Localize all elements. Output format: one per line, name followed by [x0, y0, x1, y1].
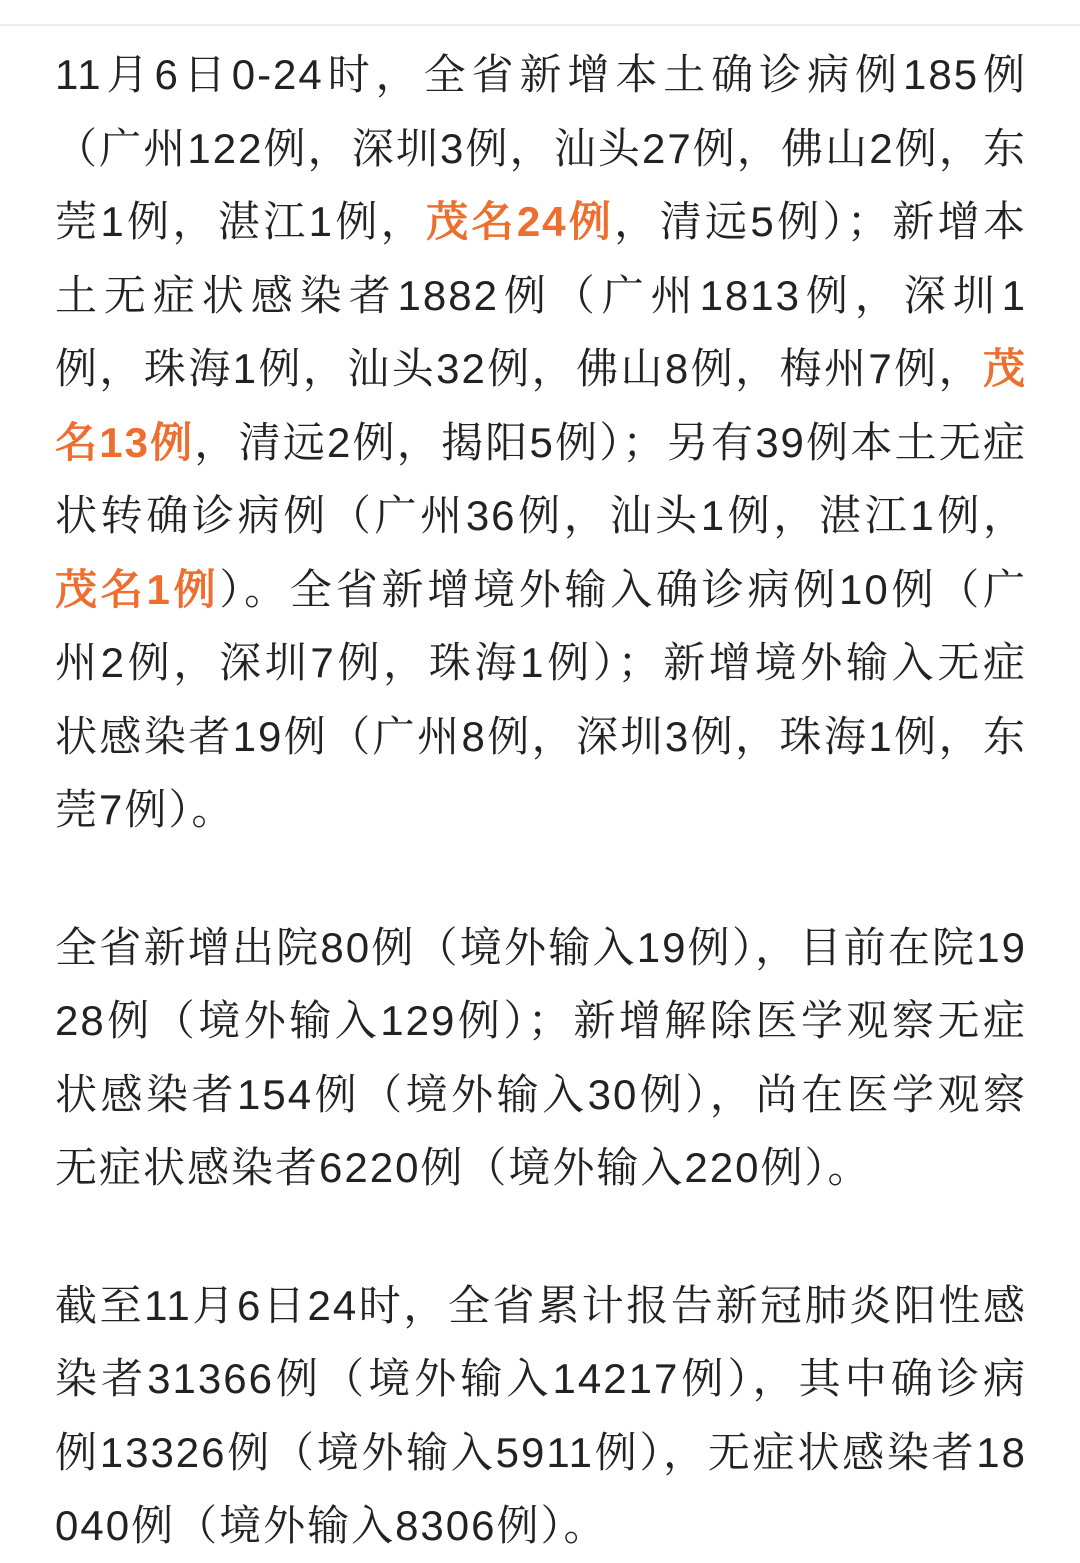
paragraph-cumulative-totals: [55, 1269, 1027, 1563]
highlight-text: 茂名24例: [426, 198, 615, 245]
body-text: ）。全省新增境外输入确诊病例10例（广州2例，深圳7例，珠海1例）；新增境外输入无症状感染者19例（广州8例，深圳3例，珠海1例，东莞7例）。: [55, 565, 1028, 833]
body-text: ，清远2例，揭阳5例）；另有39例本土无症状转确诊病例（广州36例，汕头1例，湛江1例，: [55, 418, 1028, 539]
highlight-text: 茂名1例: [55, 565, 220, 613]
body-text: 全省新增出院80例（境外输入19例），目前在院1928例（境外输入129例）；新增解除医学观察无症状感染者154例（境外输入30例），尚在医学观察无症状感染者6220例（境外输入220例）。: [55, 923, 1027, 1191]
body-text: 11月6日0-24时，全省新增本土确诊病例185例（广州122例，深圳3例，汕头27例，佛山2例，东莞1例，湛江1例，: [55, 51, 1027, 245]
body-text: ，清远5例）；新增本土无症状感染者1882例（广州1813例，深圳1例，珠海1例，汕头32例，佛山8例，梅州7例，: [55, 198, 1028, 392]
paragraph-discharge-and-observation: [55, 911, 1027, 1205]
body-text: 截至11月6日24时，全省累计报告新冠肺炎阳性感染者31366例（境外输入14217例），其中确诊病例13326例（境外输入5911例），无症状感染者18040例（境外输入8306例）。: [55, 1281, 1027, 1549]
paragraph-daily-new-cases: [55, 38, 1027, 847]
article-body: [0, 26, 1080, 1563]
highlight-text: 茂名13例: [55, 345, 1027, 466]
